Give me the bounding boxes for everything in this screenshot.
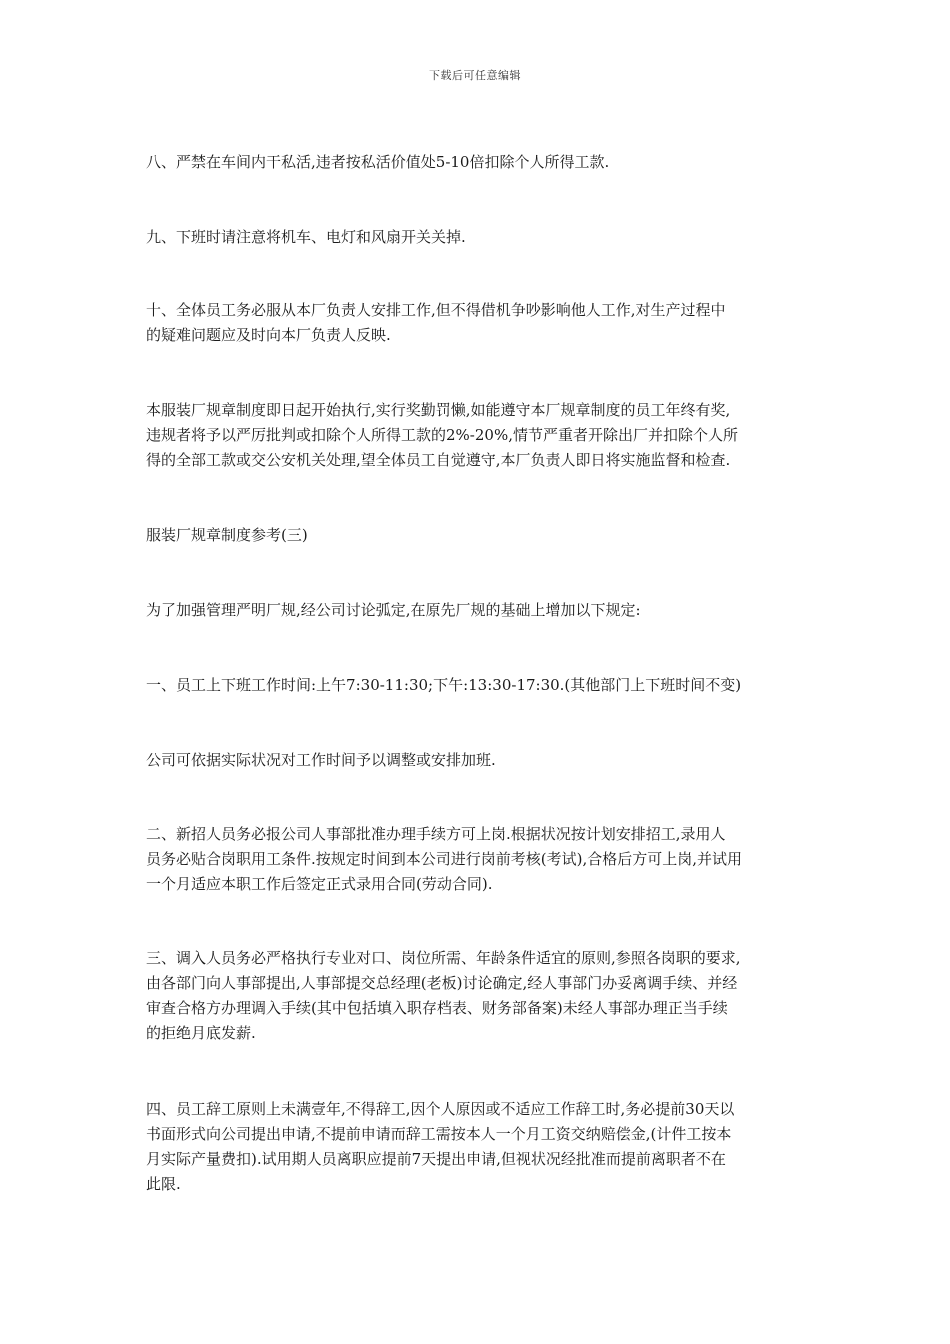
- paragraph-line: 为了加强管理严明厂规,经公司讨论弧定,在原先厂规的基础上增加以下规定:: [146, 601, 641, 619]
- paragraph-rule-8: [146, 150, 810, 175]
- paragraph-item-4: [146, 1097, 810, 1197]
- paragraph-item-1-note: [146, 748, 810, 773]
- paragraph-line: 十、全体员工务必服从本厂负责人安排工作,但不得借机争吵影响他人工作,对生产过程中: [146, 301, 726, 319]
- paragraph-line: 公司可依据实际状况对工作时间予以调整或安排加班.: [146, 751, 496, 769]
- section-title: [146, 523, 810, 548]
- paragraph-line: 的拒绝月底发薪.: [146, 1024, 256, 1042]
- paragraph-line: 员务必贴合岗职用工条件.按规定时间到本公司进行岗前考核(考试),合格后方可上岗,并试用: [146, 850, 743, 868]
- paragraph-line: 此限.: [146, 1175, 181, 1193]
- paragraph-enforcement: [146, 398, 810, 473]
- paragraph-line: 九、下班时请注意将机车、电灯和风扇开关关掉.: [146, 228, 466, 246]
- paragraph-rule-9: [146, 225, 810, 250]
- paragraph-line: 由各部门向人事部提出,人事部提交总经理(老板)讨论确定,经人事部门办妥离调手续、并经: [146, 974, 738, 992]
- paragraph-line: 一、员工上下班工作时间:上午7:30-11:30;下午:13:30-17:30.(其他部门上下班时间不变): [146, 676, 742, 694]
- paragraph-item-3: [146, 946, 810, 1046]
- paragraph-line: 审查合格方办理调入手续(其中包括填入职存档表、财务部备案)未经人事部办理正当手续: [146, 999, 728, 1017]
- paragraph-line: 月实际产量费扣).试用期人员离职应提前7天提出申请,但视状况经批准而提前离职者不在: [146, 1150, 726, 1168]
- paragraph-rule-10: [146, 298, 810, 348]
- paragraph-line: 二、新招人员务必报公司人事部批准办理手续方可上岗.根据状况按计划安排招工,录用人: [146, 825, 726, 843]
- paragraph-line: 得的全部工款或交公安机关处理,望全体员工自觉遵守,本厂负责人即日将实施监督和检查.: [146, 451, 731, 469]
- paragraph-line: 四、员工辞工原则上未满壹年,不得辞工,因个人原因或不适应工作辞工时,务必提前30天以: [146, 1100, 735, 1118]
- paragraph-line: 书面形式向公司提出申请,不提前申请而辞工需按本人一个月工资交纳赔偿金,(计件工按本: [146, 1125, 732, 1143]
- header-note: 下载后可任意编辑: [429, 69, 521, 82]
- paragraph-line: 八、严禁在车间内干私活,违者按私活价值处5-10倍扣除个人所得工款.: [146, 153, 610, 171]
- paragraph-line: 的疑难问题应及时向本厂负责人反映.: [146, 326, 391, 344]
- paragraph-item-2: [146, 822, 810, 897]
- paragraph-line: 本服装厂规章制度即日起开始执行,实行奖勤罚懒,如能遵守本厂规章制度的员工年终有奖,: [146, 401, 731, 419]
- paragraph-line: 服装厂规章制度参考(三): [146, 526, 308, 544]
- paragraph-line: 一个月适应本职工作后签定正式录用合同(劳动合同).: [146, 875, 493, 893]
- paragraph-line: 三、调入人员务必严格执行专业对口、岗位所需、年龄条件适宜的原则,参照各岗职的要求,: [146, 949, 741, 967]
- paragraph-line: 违规者将予以严厉批判或扣除个人所得工款的2%-20%,情节严重者开除出厂并扣除个人所: [146, 426, 738, 444]
- paragraph-intro: [146, 598, 810, 623]
- paragraph-item-1: [146, 673, 810, 698]
